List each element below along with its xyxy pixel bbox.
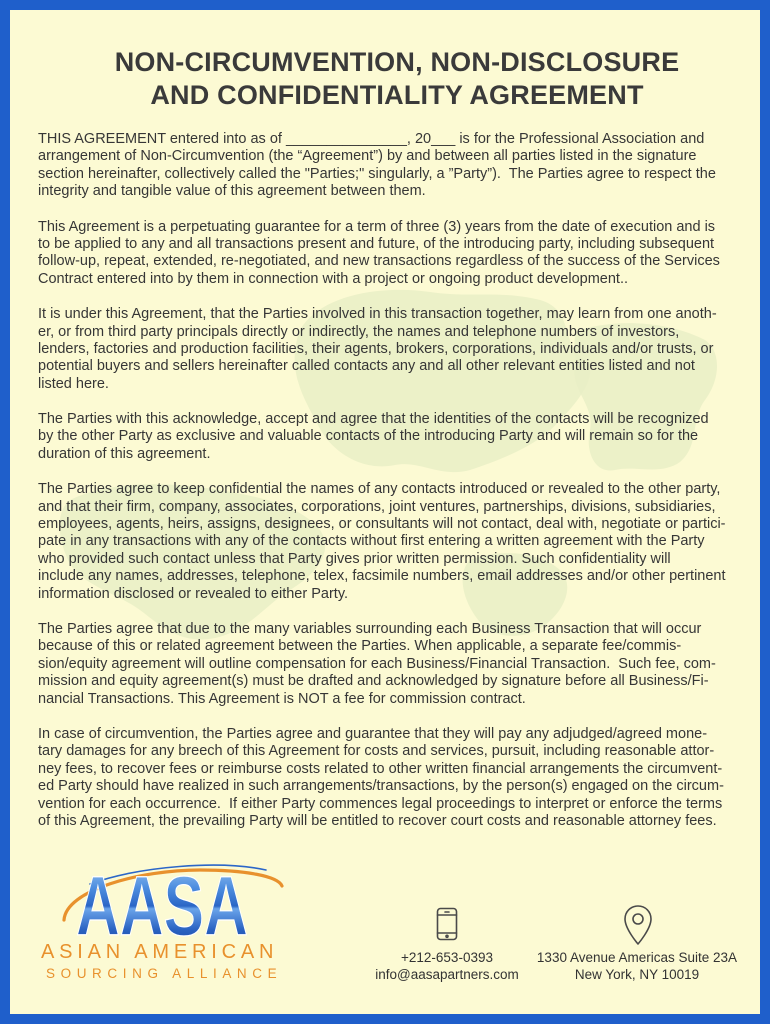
- text-line: because of this or related agreement between the Parties. When applicable, a separate fee/commis-: [38, 638, 682, 655]
- contact-info: [367, 949, 527, 983]
- circumvention-paragraph: [38, 726, 753, 830]
- text-line: integrity and tangible value of this agreement between them.: [38, 183, 426, 200]
- text-line: duration of this agreement.: [38, 445, 211, 462]
- fees-paragraph: [38, 621, 753, 708]
- title-line: AND CONFIDENTIALITY AGREEMENT: [150, 80, 644, 110]
- text-line: potential buyers and sellers hereinafter called contacts any and all other relevant entities listed and not: [38, 358, 695, 375]
- text-line: This Agreement is a perpetuating guarantee for a term of three (3) years from the date of execution and is: [38, 218, 716, 235]
- text-line: who provided such contact unless that Party gives prior written permission. Such confidentiality will: [38, 550, 671, 567]
- text-line: information disclosed or revealed to either Party.: [38, 585, 349, 602]
- text-line: sion/equity agreement will outline compensation for each Business/Financial Transaction. Such fee, com-: [38, 655, 716, 672]
- text-line: THIS AGREEMENT entered into as of _______________, 20___ is for the Professional Association and: [38, 131, 705, 147]
- text-line: follow-up, repeat, extended, re-negotiated, and new transactions regardless of the success of the Services: [38, 253, 720, 270]
- acknowledgement-paragraph: [38, 411, 753, 463]
- title-line: NON-CIRCUMVENTION, NON-DISCLOSURE: [114, 47, 680, 77]
- text-line: The Parties with this acknowledge, accept and agree that the identities of the contacts will be recognized: [38, 411, 709, 428]
- text-line: vention for each occurrence. If either Party commences legal proceedings to interpret or enforce the terms: [38, 795, 723, 812]
- intro-paragraph: [38, 131, 753, 201]
- phone-number: +212-653-0393: [401, 950, 493, 965]
- text-line: employees, agents, heirs, assigns, designees, or consultants will not contact, deal with, negotiate or partici-: [38, 516, 726, 533]
- text-line: ney fees, to recover fees or reimburse costs related to other written financial arrangements the circumvent-: [38, 760, 723, 777]
- text-line: mission and equity agreement(s) must be drafted and acknowledged by signature before all Business/Fi-: [38, 673, 709, 690]
- text-line: and that their firm, company, associates, corporations, joint ventures, partnerships, divisions, subsidiaries,: [38, 498, 716, 515]
- text-line: listed here.: [38, 375, 109, 392]
- text-line: lenders, factories and production facilities, their agents, brokers, corporations, individuals and/or trusts, or: [38, 340, 714, 357]
- logo-mark: AASA: [76, 860, 248, 942]
- document-title: [30, 46, 764, 112]
- text-line: by the other Party as exclusive and valuable contacts of the introducing Party and will remain so for the: [38, 428, 699, 445]
- text-line: section hereinafter, collectively called the "Parties;" singularly, a ”Party”). The Parties agree to respect the: [38, 165, 716, 182]
- brand-name-line-1: ASIAN AMERICAN: [41, 941, 279, 963]
- term-paragraph: [38, 219, 753, 289]
- text-line: tary damages for any breech of this Agreement for costs and services, pursuit, including reasonable attor-: [38, 743, 715, 760]
- text-line: It is under this Agreement, that the Parties involved in this transaction together, may learn from one anoth-: [38, 306, 717, 323]
- location-pin-icon: [623, 904, 653, 946]
- text-line: include any names, addresses, telephone, telex, facsimile numbers, email addresses and/or other pertinent: [38, 568, 726, 585]
- text-line: The Parties agree that due to the many variables surrounding each Business Transaction that will occur: [38, 620, 702, 637]
- address-line-1: 1330 Avenue Americas Suite 23A: [536, 950, 738, 965]
- text-line: of this Agreement, the prevailing Party will be entitled to recover court costs and reasonable attorney fees.: [38, 812, 717, 829]
- brand-name-line-2: SOURCING ALLIANCE: [46, 966, 283, 981]
- text-line: Contract entered into by them in connection with a project or ongoing product development..: [38, 270, 629, 287]
- confidentiality-paragraph: [38, 481, 753, 603]
- text-line: er, or from third party principals directly or indirectly, the names and telephone numbers of investors,: [38, 323, 680, 340]
- phone-icon: [436, 907, 458, 941]
- text-line: pate in any transactions with any of the contacts without first entering a written agreement with the Party: [38, 533, 705, 550]
- text-line: The Parties agree to keep confidential the names of any contacts introduced or revealed to the other party,: [38, 481, 721, 498]
- text-line: ed Party should have realized in such arrangements/transactions, by the person(s) engaged on the circum-: [38, 778, 724, 795]
- address-line-2: New York, NY 10019: [574, 967, 700, 982]
- text-line: arrangement of Non-Circumvention (the “Agreement”) by and between all parties listed in the signature: [38, 148, 697, 165]
- contacts-paragraph: [38, 306, 753, 393]
- aasa-logo: [60, 860, 290, 942]
- text-line: In case of circumvention, the Parties agree and guarantee that they will pay any adjudged/agreed mone-: [38, 725, 708, 742]
- text-line: nancial Transactions. This Agreement is NOT a fee for commission contract.: [38, 690, 526, 707]
- text-line: to be applied to any and all transactions present and future, of the introducing party, including subsequent: [38, 235, 715, 252]
- address-info: [517, 949, 757, 983]
- email-address: info@aasapartners.com: [375, 967, 519, 982]
- agreement-body: [38, 131, 753, 848]
